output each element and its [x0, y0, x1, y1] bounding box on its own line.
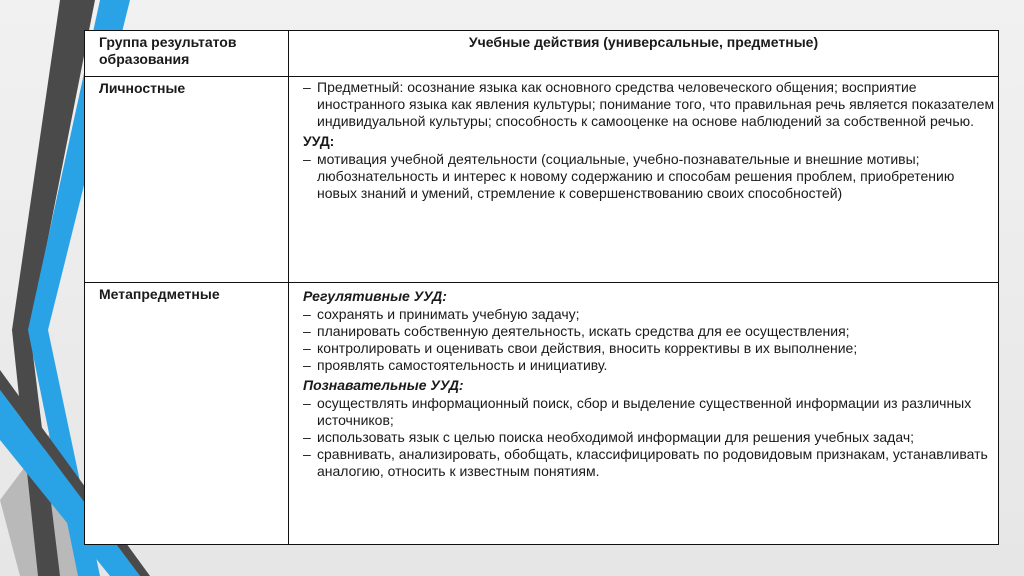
list-item-text: сравнивать, анализировать, обобщать, классифицировать по родовидовым признакам, устанавливать аналогию, относить к известным понятиям. — [317, 446, 988, 479]
list-item — [303, 429, 998, 446]
dash-marker: – — [303, 446, 311, 462]
list-item — [303, 446, 998, 480]
dash-marker: – — [303, 79, 311, 95]
dash-marker: – — [303, 306, 311, 322]
group-cell-metasubject: Метапредметные — [85, 283, 289, 545]
list-item — [303, 323, 998, 340]
list-item-text: использовать язык с целью поиска необходимой информации для решения учебных задач; — [317, 429, 915, 445]
list-item-text: сохранять и принимать учебную задачу; — [317, 306, 580, 322]
group-cell-personal: Личностные — [85, 77, 289, 283]
dash-marker: – — [303, 395, 311, 411]
table-row — [85, 283, 999, 545]
dash-marker: – — [303, 151, 311, 167]
results-table — [84, 30, 999, 545]
dash-marker: – — [303, 340, 311, 356]
list-item — [303, 357, 998, 374]
section-heading: Познавательные УУД: — [303, 377, 464, 393]
dash-marker: – — [303, 429, 311, 445]
list-item — [303, 151, 998, 202]
list-item-text: Предметный: осознание языка как основного средства человеческого общения; восприятие иностранного языка как явления культуры; понимание того, что правильная речь является показателем индивидуальной культуры; способность к самооценке на основе наблюдений за собственной речью. — [317, 79, 995, 129]
section-heading: Регулятивные УУД: — [303, 288, 447, 304]
list-item — [303, 340, 998, 357]
actions-cell-metasubject — [289, 283, 999, 545]
list-item-text: осуществлять информационный поиск, сбор и выделение существенной информации из различных источников; — [317, 395, 972, 428]
list-item-text: планировать собственную деятельность, искать средства для ее осуществления; — [317, 323, 850, 339]
list-item — [303, 395, 998, 429]
dash-marker: – — [303, 357, 311, 373]
list-item — [303, 79, 998, 130]
list-item — [303, 306, 998, 323]
table-header-row — [85, 31, 999, 77]
actions-cell-personal — [289, 77, 999, 283]
header-group-cell: Группа результатов образования — [85, 31, 289, 77]
list-item-text: проявлять самостоятельность и инициативу. — [317, 357, 608, 373]
dash-marker: – — [303, 323, 311, 339]
list-item-text: мотивация учебной деятельности (социальные, учебно-познавательные и внешние мотивы; любознательность и интерес к новому содержанию и способам решения проблем, приобретению новых знаний и умений, стремление к совершенствованию своих способностей) — [317, 151, 955, 201]
list-item-text: контролировать и оценивать свои действия, вносить коррективы в их выполнение; — [317, 340, 858, 356]
table-row — [85, 77, 999, 283]
header-actions-cell: Учебные действия (универсальные, предметные) — [289, 31, 999, 77]
section-heading: УУД: — [303, 133, 335, 149]
